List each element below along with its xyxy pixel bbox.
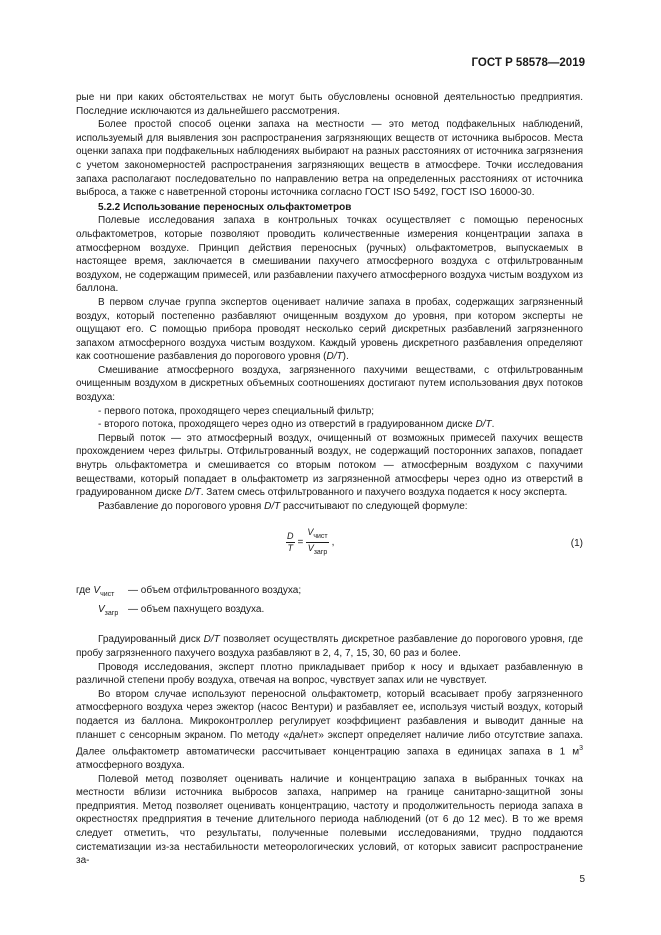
definition-row xyxy=(76,583,583,602)
text: - второго потока, проходящего через одно из отверстий в градуированном диске xyxy=(98,419,476,431)
text: атмосферного воздуха. xyxy=(76,760,185,772)
fraction-lhs xyxy=(286,531,295,554)
paragraph xyxy=(76,500,583,514)
text: Градуированный диск xyxy=(98,634,204,646)
paragraph: Более простой способ оценки запаха на местности — это метод подфакельных наблюдений, используемый для выявления зон распространения загрязняющих веществ от источника выбросов. Места оценки запаха при подфакельных наблюдениях выбирают на разных расстояниях от источника загрязнения с учетом закономерностей распространения загрязняющих веществ в атмосфере. Точки исследования запаха располагают последовательно по направлению ветра на определенных расстояниях от источника выброса, а также с наветренной стороны источника согласно ГОСТ ISO 5492, ГОСТ ISO 16000-30. xyxy=(76,119,583,199)
where-label: где xyxy=(76,585,91,597)
paragraph xyxy=(76,432,583,500)
paragraph: рые ни при каких обстоятельствах не могут быть обусловлены основной деятельностью предприятия. Последние исключаются из дальнейшего рассмотрения. xyxy=(76,92,583,117)
paragraph: Смешивание атмосферного воздуха, загрязненного пахучими веществами, с отфильтрованным очищенным воздухом в дискретных объемных соотношениях достигают путем использования двух потоков воздуха: xyxy=(76,364,583,404)
text: рассчитывают по следующей формуле: xyxy=(280,500,468,512)
v-symbol: V xyxy=(307,543,314,554)
denominator: T xyxy=(287,543,293,554)
paragraph: Проводя исследования, эксперт плотно прикладывает прибор к носу и вдыхает разбавленную в различной степени пробу воздуха, отвечая на вопрос, чувствует запах или не чувствует. xyxy=(76,661,583,687)
list-item: - первого потока, проходящего через специальный фильтр; xyxy=(98,405,375,417)
definition-symbol xyxy=(76,583,128,602)
dt-term: D/T xyxy=(326,351,343,363)
definition-text: — объем отфильтрованного воздуха; xyxy=(128,585,302,597)
paragraph: Полевой метод позволяет оценивать наличие и концентрацию запаха в выбранных точках на местности вблизи источника выбросов запаха, например на границе санитарно-защитной зоны предприятия. Метод позволяет оценивать концентрацию, частоту и продолжительность периода запаха в окрестностях предприятия в течение длительного периода наблюдений (от 6 до 12 мес). В то же время следует отметить, что результаты, полученные полевыми исследованиями, трудно поддаются систематизации из-за нестабильности метеорологических условий, от которых зависит распространение за- xyxy=(76,773,583,867)
document-body xyxy=(76,91,583,868)
formula-expression xyxy=(286,527,334,558)
equals-sign: = xyxy=(297,536,304,548)
text: . Затем смесь отфильтрованного и пахучего воздуха подается к носу эксперта. xyxy=(200,487,568,499)
v-symbol: V xyxy=(93,585,101,597)
subscript: загр xyxy=(313,549,328,556)
dt-term: D/T xyxy=(203,634,220,646)
subscript: чист xyxy=(313,533,328,541)
v-symbol: V xyxy=(98,604,105,616)
text: Разбавление до порогового уровня xyxy=(98,500,265,512)
text: позволяет осуществлять дискретное разбавление до порогового уровня, где пробу загрязненного пахучего воздуха разбавляют в 2, 4, 7, 15, 30, 60 раз и более. xyxy=(76,634,584,659)
v-symbol: V xyxy=(307,527,314,538)
text: В первом случае группа экспертов оценивает наличие запаха в пробах, содержащих загрязненный воздух, который постепенно разбавляют очищенным воздухом до уровня, при котором эксперты не ощущают его. С помощью прибора проводят несколько серий дискретных разбавлений загрязненного запахом атмосферного воздуха чистым воздухом. Каждый уровень дискретного разбавления определяют как соотношение разбавления до порогового уровня ( xyxy=(76,296,583,363)
text: Первый поток — это атмосферный воздух, очищенный от возможных примесей пахучих веществ прохождением через фильтры. Отфильтрованный воздух, не содержащий посторонних запахов, попадает внутрь ольфактометра и смешивается со вторым потоком — атмосферным воздухом с пахучими веществами, который попадает в ольфактометр из загрязненной атмосферы через одно из отверстий в градуированном диске xyxy=(76,432,583,499)
paragraph xyxy=(76,688,583,773)
formula-number: (1) xyxy=(570,538,583,550)
paragraph xyxy=(76,633,583,660)
page-number: 5 xyxy=(579,874,585,885)
numerator xyxy=(306,527,328,543)
definition-row xyxy=(76,602,583,621)
denominator xyxy=(308,543,328,558)
dt-term: D/T xyxy=(184,487,201,499)
subscript: загр xyxy=(104,610,119,618)
definition-text: — объем пахнущего воздуха. xyxy=(128,604,265,616)
fraction-rhs xyxy=(306,527,328,558)
definition-symbol xyxy=(76,602,128,621)
subscript: чист xyxy=(100,591,115,599)
paragraph: Полевые исследования запаха в контрольных точках осуществляет с помощью переносных ольфактометров, которые позволяют проводить количественные измерения концентрации запаха в атмосферном воздухе. Принцип действия переносных (ручных) ольфактометров, выпускаемых в настоящее время, заключается в смешивании пахучего атмосферного воздуха с отфильтрованным воздухом, не содержащим примесей, или разбавлении пахучего атмосферного воздуха чистым воздухом из баллона. xyxy=(76,215,583,295)
superscript: 3 xyxy=(579,745,583,753)
numerator: D xyxy=(287,531,294,542)
document-header: ГОСТ Р 58578—2019 xyxy=(471,57,585,69)
dt-term: D/T xyxy=(475,419,492,431)
text: ). xyxy=(342,351,349,363)
formula-comma: , xyxy=(331,536,335,548)
section-heading: 5.2.2 Использование переносных ольфактометров xyxy=(98,201,352,213)
variable-definitions xyxy=(76,583,583,621)
list-item xyxy=(84,418,583,432)
text: . xyxy=(491,419,495,431)
dt-term: D/T xyxy=(264,500,281,512)
text: Во втором случае используют переносной ольфактометр, который всасывает пробу загрязненного атмосферного воздуха через эжектор (насос Вентури) и разбавляет ее, используя чистый воздух, который подается из баллона. Микроконтроллер регулирует коэффициент разбавления и выводит данные на планшет с сенсорным экраном. По методу «да/нет» эксперт определяет наличие либо отсутствие запаха. Далее ольфактометр автоматически рассчитывает концентрацию запаха в единицах запаха в 1 м xyxy=(76,688,583,758)
formula xyxy=(76,527,583,567)
paragraph xyxy=(76,296,583,364)
